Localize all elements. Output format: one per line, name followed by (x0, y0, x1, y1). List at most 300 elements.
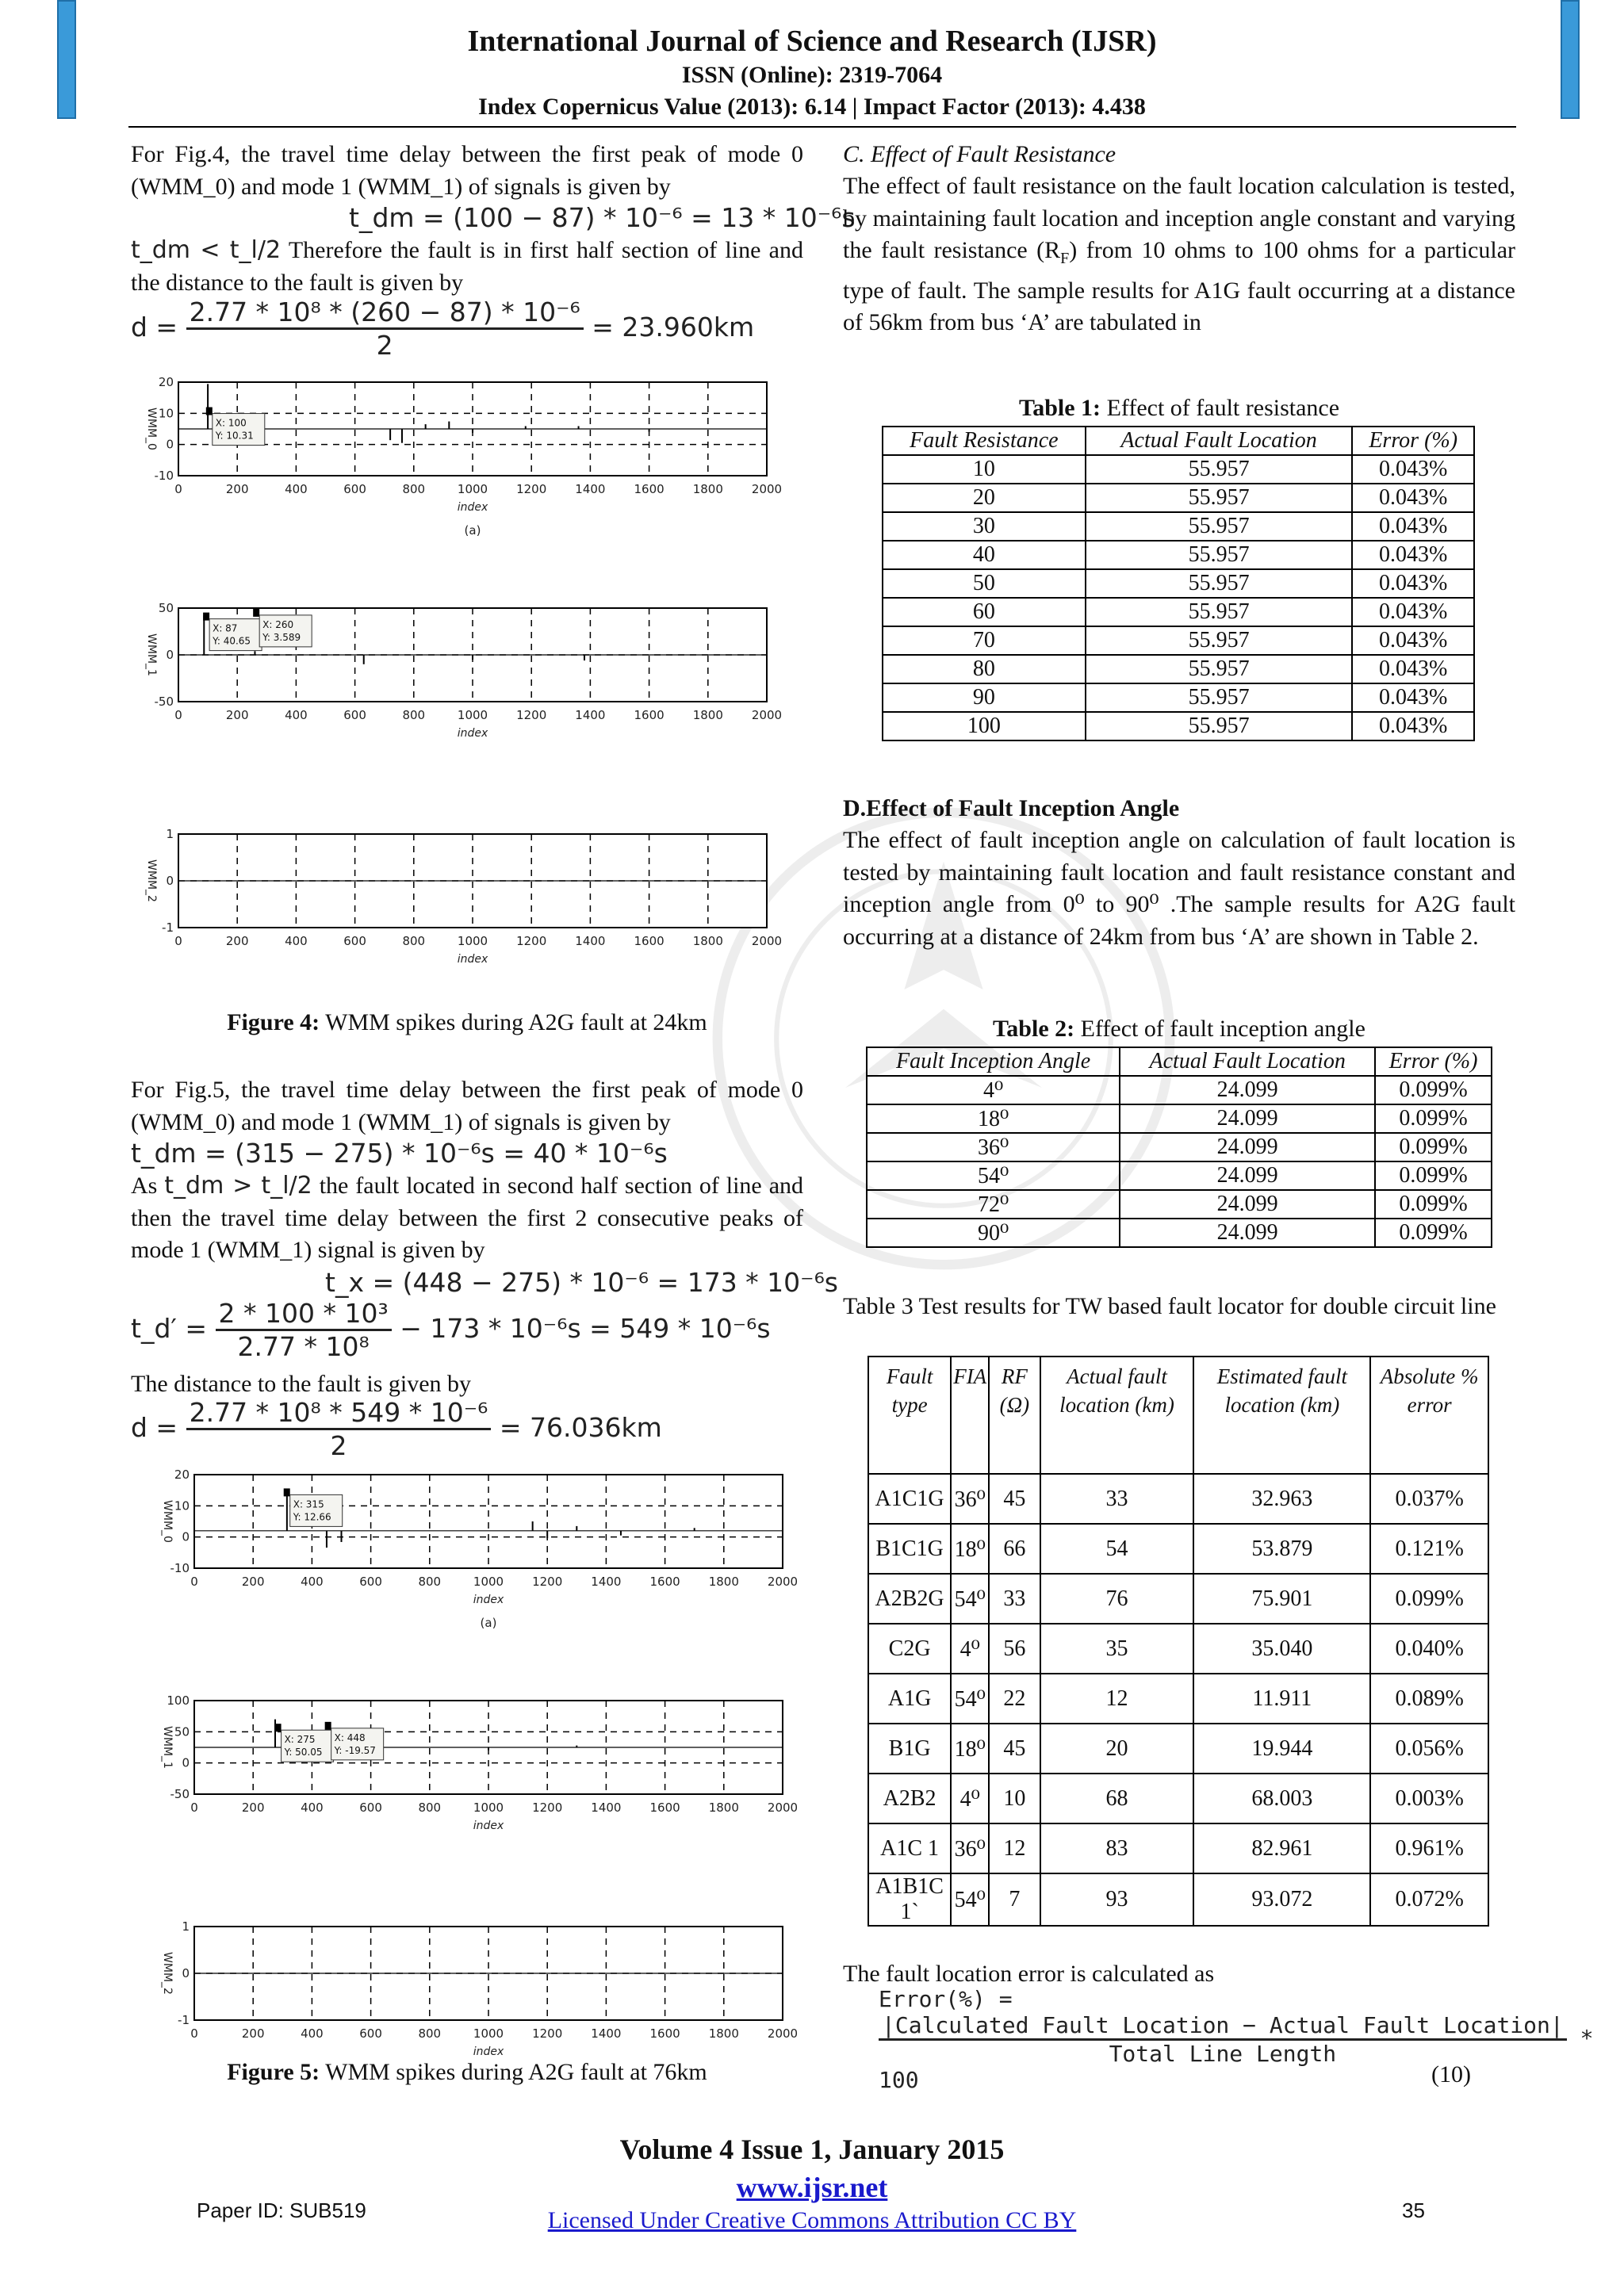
table-3-col-header: RF (Ω) (989, 1357, 1040, 1474)
data-tip-x: X: 275 (284, 1734, 316, 1746)
table-1-cell: 70 (883, 626, 1086, 655)
table-1-cell: 55.957 (1086, 655, 1353, 683)
figure-5-plots (147, 1465, 805, 2068)
x-tick-label: 1800 (708, 1575, 739, 1589)
equation-td-prime (131, 1298, 771, 1362)
y-tick-label: 10 (158, 406, 174, 421)
table-3-header-row (868, 1357, 1488, 1474)
subplot-3 (161, 1919, 798, 2058)
table-1-row (883, 541, 1474, 569)
table-2-row (867, 1161, 1492, 1190)
table-2-row (867, 1219, 1492, 1247)
subplot-tag: (a) (464, 523, 481, 538)
x-tick-label: 1800 (692, 482, 723, 496)
table-1-cell: 0.043% (1352, 455, 1474, 484)
eq2-rhs: = 23.960km (592, 312, 755, 342)
table-1-caption (843, 395, 1515, 422)
y-tick-label: -50 (170, 1787, 190, 1801)
x-tick-label: 600 (343, 934, 366, 948)
journal-title: International Journal of Science and Research (IJSR) (467, 25, 1157, 58)
x-tick-label: 1400 (575, 934, 606, 948)
y-axis-label: WMM_2 (161, 1952, 174, 1995)
x-tick-label: 1000 (457, 934, 488, 948)
table-1-cell: 0.043% (1352, 569, 1474, 598)
table-1-row (883, 683, 1474, 712)
y-tick-label: -1 (162, 920, 174, 935)
table-1 (882, 426, 1475, 741)
table-1-row (883, 712, 1474, 740)
x-tick-label: 800 (402, 482, 426, 496)
data-tip-y: Y: -19.57 (334, 1744, 376, 1756)
x-tick-label: 1200 (532, 1575, 563, 1589)
table-1-cell: 0.043% (1352, 541, 1474, 569)
table-3-cell: A1C 1 (868, 1823, 951, 1873)
section-c-text-b: ) from 10 ohms to 100 ohms for a particular type of fault. The sample results for A1G fault occurring at a distance of 56km from bus ‘A’ are tabulated in (843, 237, 1515, 335)
equation-tdm-fig5: t_dm = (315 − 275) * 10⁻⁶s = 40 * 10⁻⁶s (131, 1138, 668, 1169)
x-tick-label: 0 (174, 708, 182, 722)
subplot-3 (145, 827, 782, 966)
subplot-2 (161, 1693, 798, 1832)
table-1-row (883, 455, 1474, 484)
section-d-heading: D.Effect of Fault Inception Angle (843, 795, 1180, 821)
eq2-denominator: 2 (376, 330, 393, 361)
table-2-cell: 24.099 (1120, 1076, 1375, 1104)
x-tick-label: 400 (301, 1575, 324, 1589)
section-c-subscript: F (1060, 250, 1070, 267)
table-3-cell: 0.072% (1370, 1873, 1488, 1926)
figure-4-text: WMM spikes during A2G fault at 24km (320, 1009, 707, 1035)
table-3-cell: 75.901 (1193, 1574, 1370, 1624)
table-3-cell: 18⁰ (951, 1524, 989, 1574)
figure-4-caption (131, 1009, 803, 1036)
x-tick-label: 600 (359, 1575, 382, 1589)
table-3-cell: C2G (868, 1624, 951, 1674)
table-2-cell: 18⁰ (867, 1104, 1120, 1133)
table-3-cell: 4⁰ (951, 1774, 989, 1823)
x-tick-label: 2000 (751, 934, 783, 948)
x-tick-label: 1600 (649, 2026, 680, 2041)
table-3-cell: 53.879 (1193, 1524, 1370, 1574)
data-tip-y: Y: 40.65 (213, 635, 251, 647)
eq5-numerator: 2 * 100 * 10³ (216, 1298, 392, 1331)
index-impact: Index Copernicus Value (2013): 6.14 | Impact Factor (2013): 4.438 (478, 94, 1146, 120)
section-c-paragraph (843, 170, 1515, 339)
table-1-row (883, 484, 1474, 512)
table-1-cell: 55.957 (1086, 484, 1353, 512)
table-1-cell: 0.043% (1352, 683, 1474, 712)
eq6-denominator: 2 (330, 1430, 347, 1461)
y-tick-label: 100 (167, 1693, 190, 1708)
table-2-cell: 4⁰ (867, 1076, 1120, 1104)
x-tick-label: 1000 (457, 482, 488, 496)
y-tick-label: 0 (166, 874, 174, 888)
equation-distance-fig4 (131, 297, 754, 361)
y-tick-label: -10 (154, 469, 174, 483)
x-tick-label: 400 (285, 708, 308, 722)
x-axis-label: index (473, 1594, 504, 1606)
table-1-cell: 55.957 (1086, 683, 1353, 712)
data-marker (206, 408, 213, 415)
x-tick-label: 2000 (767, 1575, 799, 1589)
footer-license-link[interactable]: Licensed Under Creative Commons Attribution CC BY (547, 2207, 1077, 2233)
x-tick-label: 1000 (473, 1800, 504, 1815)
table-3-row (868, 1674, 1488, 1724)
table-1-title: Effect of fault resistance (1101, 395, 1340, 421)
x-tick-label: 1200 (516, 708, 547, 722)
table-3-cell: 36⁰ (951, 1474, 989, 1524)
table-2-cell: 0.099% (1375, 1104, 1492, 1133)
data-marker (284, 1488, 290, 1496)
section-c-heading: C. Effect of Fault Resistance (843, 141, 1116, 167)
table-3-cell: 11.911 (1193, 1674, 1370, 1724)
table-3-cell: 0.003% (1370, 1774, 1488, 1823)
table-1-cell: 55.957 (1086, 541, 1353, 569)
x-axis-label: index (457, 953, 488, 966)
table-3-cell: 68.003 (1193, 1774, 1370, 1823)
table-2-cell: 0.099% (1375, 1190, 1492, 1219)
table-1-row (883, 626, 1474, 655)
error-intro: The fault location error is calculated as (843, 1961, 1215, 1987)
error-rhs: * 100 (879, 2025, 1594, 2093)
fig4-intro-paragraph: For Fig.4, the travel time delay between the first peak of mode 0 (WMM_0) and mode 1 (WMM_1) of signals is given by (131, 141, 803, 200)
data-marker (203, 613, 209, 621)
x-tick-label: 1400 (575, 708, 606, 722)
figure-4-plots (131, 373, 805, 1007)
table-2-col-header: Error (%) (1375, 1047, 1492, 1076)
table-3-cell: 18⁰ (951, 1724, 989, 1774)
table-1-cell: 0.043% (1352, 512, 1474, 541)
table-2-cell: 0.099% (1375, 1219, 1492, 1247)
table-3-cell: B1G (868, 1724, 951, 1774)
data-marker (325, 1722, 331, 1730)
data-tip-x: X: 315 (293, 1498, 324, 1510)
y-tick-label: -50 (154, 695, 174, 709)
x-tick-label: 0 (190, 1575, 198, 1589)
table-3-row (868, 1474, 1488, 1524)
equation-distance-fig5 (131, 1397, 662, 1461)
table-3-cell: 22 (989, 1674, 1040, 1724)
error-equation (879, 1986, 1624, 2093)
table-1-col-header: Fault Resistance (883, 427, 1086, 455)
table-1-header-row (883, 427, 1474, 455)
x-tick-label: 200 (225, 934, 249, 948)
table-1-col-header: Actual Fault Location (1086, 427, 1353, 455)
x-tick-label: 1600 (649, 1575, 680, 1589)
table-1-cell: 20 (883, 484, 1086, 512)
x-tick-label: 400 (285, 934, 308, 948)
table-3-cell: A2B2 (868, 1774, 951, 1823)
x-tick-label: 800 (402, 934, 426, 948)
table-3-cell: 7 (989, 1873, 1040, 1926)
table-1-cell: 50 (883, 569, 1086, 598)
y-tick-label: 20 (174, 1468, 190, 1482)
table-3-cell: A1B1C 1` (868, 1873, 951, 1926)
eq2-numerator: 2.77 * 10⁸ * (260 − 87) * 10⁻⁶ (186, 297, 584, 330)
y-tick-label: 0 (166, 437, 174, 452)
x-axis-label: index (473, 2045, 504, 2058)
eq5-rhs: − 173 * 10⁻⁶s = 549 * 10⁻⁶s (400, 1313, 771, 1344)
half-section-paragraph (131, 235, 803, 299)
table-3-cell: 45 (989, 1724, 1040, 1774)
table-3-cell: 33 (1040, 1474, 1194, 1524)
table-2-row (867, 1133, 1492, 1161)
y-tick-label: 10 (174, 1498, 190, 1513)
eq2-lhs: d = (131, 312, 178, 342)
x-tick-label: 1600 (634, 482, 665, 496)
x-tick-label: 2000 (751, 482, 783, 496)
table-3-row (868, 1574, 1488, 1624)
x-tick-label: 800 (402, 708, 426, 722)
table-2-label: Table 2: (993, 1016, 1075, 1042)
table-3-row (868, 1724, 1488, 1774)
table-1-col-header: Error (%) (1352, 427, 1474, 455)
table-2-col-header: Actual Fault Location (1120, 1047, 1375, 1076)
table-2-cell: 0.099% (1375, 1133, 1492, 1161)
y-axis-label: WMM_1 (145, 633, 158, 676)
table-3-cell: 54⁰ (951, 1674, 989, 1724)
table-1-cell: 55.957 (1086, 598, 1353, 626)
table-1-cell: 60 (883, 598, 1086, 626)
table-1-cell: 100 (883, 712, 1086, 740)
subplot-tag: (a) (480, 1616, 497, 1630)
eq6-fraction (186, 1397, 492, 1461)
half-section-text: Therefore the fault is in first half section of line and the distance to the fault is given by (131, 237, 803, 296)
table-2-cell: 24.099 (1120, 1161, 1375, 1190)
eq2-fraction (186, 297, 584, 361)
x-tick-label: 400 (301, 1800, 324, 1815)
table-3-cell: 54 (1040, 1524, 1194, 1574)
table-3-cell: 68 (1040, 1774, 1194, 1823)
footer-page-number: 35 (1402, 2198, 1425, 2222)
x-tick-label: 800 (418, 1800, 442, 1815)
table-3-cell: 76 (1040, 1574, 1194, 1624)
x-tick-label: 600 (343, 708, 366, 722)
table-3-cell: A1C1G (868, 1474, 951, 1524)
subplot-1 (145, 375, 782, 538)
table-3-cell: 45 (989, 1474, 1040, 1524)
table-3-col-header: Estimated fault location (km) (1193, 1357, 1370, 1474)
table-3-cell: 0.056% (1370, 1724, 1488, 1774)
y-tick-label: 0 (182, 1755, 190, 1770)
eq6-lhs: d = (131, 1412, 178, 1443)
eq5-denominator: 2.77 * 10⁸ (237, 1331, 370, 1362)
x-axis-label: index (473, 1820, 504, 1832)
table-1-cell: 0.043% (1352, 712, 1474, 740)
x-tick-label: 200 (225, 708, 249, 722)
data-marker (253, 609, 259, 617)
table-1-label: Table 1: (1018, 395, 1101, 421)
table-2-cell: 24.099 (1120, 1190, 1375, 1219)
x-tick-label: 400 (285, 482, 308, 496)
table-1-cell: 55.957 (1086, 712, 1353, 740)
table-3-cell: 19.944 (1193, 1724, 1370, 1774)
table-3-cell: 0.121% (1370, 1524, 1488, 1574)
second-half-text: the fault located in second half section of line and then the travel time delay between the first 2 consecutive peaks of mode 1 (WMM_1) signal is given by (131, 1173, 804, 1263)
table-2-title: Effect of fault inception angle (1074, 1016, 1365, 1042)
error-lhs: Error(%) = (879, 1986, 1013, 2012)
table-2 (866, 1047, 1492, 1248)
data-tip-x: X: 87 (213, 622, 238, 634)
table-3-cell: 0.099% (1370, 1574, 1488, 1624)
table-3-cell: 93 (1040, 1873, 1194, 1926)
table-2-header-row (867, 1047, 1492, 1076)
x-tick-label: 1800 (708, 2026, 739, 2041)
table-3-cell: 35.040 (1193, 1624, 1370, 1674)
x-tick-label: 1800 (708, 1800, 739, 1815)
table-1-row (883, 598, 1474, 626)
table-3-cell: 0.961% (1370, 1823, 1488, 1873)
table-3-col-header: Fault type (868, 1357, 951, 1474)
table-3-cell: 36⁰ (951, 1823, 989, 1873)
x-tick-label: 1000 (457, 708, 488, 722)
equation-number: (10) (1431, 2061, 1471, 2087)
footer-paper-id: Paper ID: SUB519 (197, 2198, 366, 2222)
eq5-fraction (216, 1298, 392, 1362)
subplot-1 (161, 1468, 798, 1630)
table-1-cell: 0.043% (1352, 484, 1474, 512)
x-tick-label: 1600 (634, 708, 665, 722)
y-tick-label: 20 (158, 375, 174, 389)
table-2-cell: 24.099 (1120, 1133, 1375, 1161)
table-1-row (883, 512, 1474, 541)
table-3-col-header: Absolute % error (1370, 1357, 1488, 1474)
y-tick-label: 0 (166, 648, 174, 662)
table-2-cell: 24.099 (1120, 1219, 1375, 1247)
x-tick-label: 600 (343, 482, 366, 496)
table-1-cell: 55.957 (1086, 626, 1353, 655)
table-1-cell: 30 (883, 512, 1086, 541)
table-3-cell: 66 (989, 1524, 1040, 1574)
y-tick-label: 50 (158, 601, 174, 615)
y-axis-label: WMM_1 (161, 1726, 174, 1769)
table-3-cell: A1G (868, 1674, 951, 1724)
x-tick-label: 2000 (767, 1800, 799, 1815)
table-3-row (868, 1524, 1488, 1574)
x-tick-label: 200 (241, 1800, 265, 1815)
x-tick-label: 1400 (575, 482, 606, 496)
x-tick-label: 1800 (692, 934, 723, 948)
table-3-cell: A2B2G (868, 1574, 951, 1624)
y-tick-label: 1 (166, 827, 174, 841)
issn: ISSN (Online): 2319-7064 (681, 62, 943, 88)
x-tick-label: 1200 (532, 2026, 563, 2041)
table-3-cell: 0.040% (1370, 1624, 1488, 1674)
table-2-cell: 0.099% (1375, 1076, 1492, 1104)
x-axis-label: index (457, 727, 488, 740)
table-2-row (867, 1104, 1492, 1133)
table-1-cell: 55.957 (1086, 512, 1353, 541)
table-1-cell: 0.043% (1352, 655, 1474, 683)
y-axis-label: WMM_0 (161, 1500, 174, 1543)
table-2-cell: 72⁰ (867, 1190, 1120, 1219)
x-axis-label: index (457, 501, 488, 514)
header-rule (128, 126, 1516, 128)
table-3-cell: B1C1G (868, 1524, 951, 1574)
table-2-cell: 54⁰ (867, 1161, 1120, 1190)
table-3-cell: 83 (1040, 1823, 1194, 1873)
equation-tx: t_x = (448 − 275) * 10⁻⁶ = 173 * 10⁻⁶s (325, 1267, 838, 1298)
table-3-col-header: Actual fault location (km) (1040, 1357, 1194, 1474)
inequality-tdm-fig4: t_dm < t_l/2 (131, 236, 282, 264)
table-3-row (868, 1823, 1488, 1873)
table-1-cell: 0.043% (1352, 598, 1474, 626)
footer-site-link[interactable]: www.ijsr.net (736, 2172, 888, 2203)
y-tick-label: 0 (182, 1966, 190, 1980)
table-3-cell: 0.089% (1370, 1674, 1488, 1724)
figure-4-label: Figure 4: (227, 1009, 320, 1035)
x-tick-label: 1200 (532, 1800, 563, 1815)
subplot-2 (145, 601, 782, 740)
table-3-cell: 54⁰ (951, 1574, 989, 1624)
data-tip-x: X: 100 (215, 417, 247, 429)
table-3-cell: 82.961 (1193, 1823, 1370, 1873)
table-2-row (867, 1190, 1492, 1219)
x-tick-label: 1600 (649, 1800, 680, 1815)
table-3-cell: 4⁰ (951, 1624, 989, 1674)
table-3 (868, 1356, 1489, 1927)
x-tick-label: 1200 (516, 482, 547, 496)
x-tick-label: 200 (241, 1575, 265, 1589)
table-3-caption: Table 3 Test results for TW based fault locator for double circuit line (843, 1293, 1496, 1319)
table-2-caption (843, 1016, 1515, 1043)
table-3-col-header: FIA (951, 1357, 989, 1474)
y-axis-label: WMM_2 (145, 859, 158, 902)
data-tip-y: Y: 3.589 (262, 631, 301, 643)
data-marker (275, 1724, 282, 1732)
fig5-intro-paragraph: For Fig.5, the travel time delay between the first peak of mode 0 (WMM_0) and mode 1 (WMM_1) of signals is given by (131, 1077, 803, 1135)
distance-intro-paragraph: The distance to the fault is given by (131, 1371, 472, 1397)
table-3-cell: 20 (1040, 1724, 1194, 1774)
y-tick-label: -1 (178, 2013, 190, 2027)
x-tick-label: 800 (418, 2026, 442, 2041)
x-tick-label: 800 (418, 1575, 442, 1589)
table-1-row (883, 569, 1474, 598)
table-3-row (868, 1873, 1488, 1926)
y-axis-label: WMM_0 (145, 408, 158, 450)
x-tick-label: 1600 (634, 934, 665, 948)
x-tick-label: 1000 (473, 1575, 504, 1589)
table-1-cell: 40 (883, 541, 1086, 569)
table-3-cell: 12 (989, 1823, 1040, 1873)
table-3-cell: 10 (989, 1774, 1040, 1823)
x-tick-label: 0 (190, 1800, 198, 1815)
section-c-text-a: The effect of fault resistance on the fault location calculation is tested, by maintaining fault location and inception angle constant and varying the fault resistance (R (843, 173, 1515, 263)
figure-5-label: Figure 5: (227, 2059, 320, 2085)
x-tick-label: 600 (359, 1800, 382, 1815)
table-1-cell: 55.957 (1086, 455, 1353, 484)
table-1-cell: 0.043% (1352, 626, 1474, 655)
x-tick-label: 0 (174, 934, 182, 948)
x-tick-label: 1800 (692, 708, 723, 722)
error-denominator: Total Line Length (1109, 2041, 1337, 2067)
y-tick-label: 1 (182, 1919, 190, 1934)
x-tick-label: 2000 (767, 2026, 799, 2041)
table-3-cell: 0.037% (1370, 1474, 1488, 1524)
x-tick-label: 2000 (751, 708, 783, 722)
figure-5-caption (131, 2059, 803, 2086)
x-tick-label: 1400 (591, 1800, 622, 1815)
x-tick-label: 1200 (516, 934, 547, 948)
error-fraction (879, 2012, 1567, 2067)
table-3-cell: 54⁰ (951, 1873, 989, 1926)
second-half-as: As (131, 1173, 158, 1199)
data-tip-x: X: 448 (334, 1732, 366, 1743)
second-half-paragraph (131, 1170, 803, 1267)
table-3-cell: 56 (989, 1624, 1040, 1674)
x-tick-label: 1000 (473, 2026, 504, 2041)
equation-tdm-fig4: t_dm = (100 − 87) * 10⁻⁶ = 13 * 10⁻⁶s (349, 202, 856, 233)
x-tick-label: 0 (190, 2026, 198, 2041)
